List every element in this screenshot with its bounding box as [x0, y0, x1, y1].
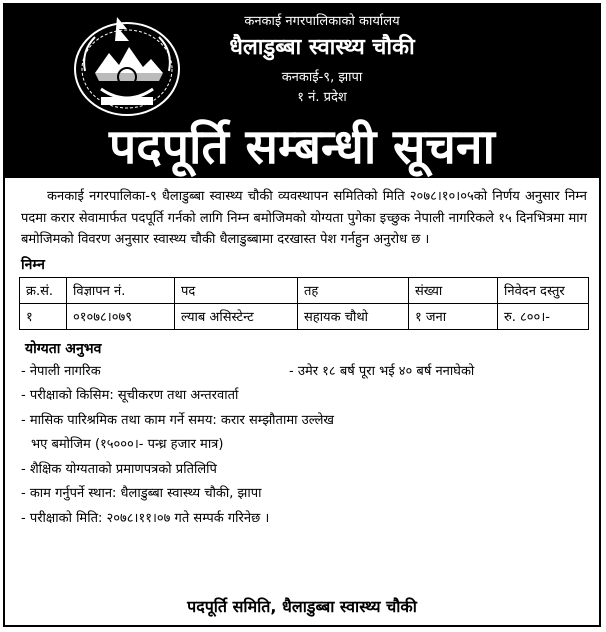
- notice-header: [5, 5, 599, 178]
- list-item: [21, 360, 587, 385]
- qualifications-heading: योग्यता अनुभव: [25, 340, 102, 357]
- office-name: कनकाई नगरपालिकाको कार्यालय: [244, 14, 400, 29]
- table-cell: सहायक चौथो: [298, 303, 409, 329]
- address: कनकाई-९, झापा: [281, 70, 363, 85]
- list-item: - परीक्षाको मिति: २०७८।११।०७ गते सम्पर्क गरिनेछ ।: [21, 511, 270, 527]
- column-header: तह: [298, 277, 409, 303]
- province: १ नं. प्रदेश: [297, 90, 347, 105]
- table-cell: ०१०७८।०७९: [67, 303, 175, 329]
- table-cell: १ जना: [409, 303, 498, 329]
- list-item: - काम गर्नुपर्ने स्थान: धैलाडुब्बा स्वास्थ्य चौकी, झापा: [21, 486, 262, 502]
- footer-signature: पदपूर्ति समिति, धैलाडुब्बा स्वास्थ्य चौकी: [187, 597, 417, 616]
- table-row: [20, 303, 589, 329]
- table-cell: ल्याब असिस्टेन्ट: [175, 303, 298, 329]
- table-heading: निम्न: [21, 256, 45, 273]
- column-header: संख्या: [409, 277, 498, 303]
- table-cell: रु. ८००।-: [498, 303, 589, 329]
- qualification-age: - उमेर १८ बर्ष पूरा भई ४० बर्ष ननाघेको: [289, 363, 475, 379]
- list-item: - मासिक पारिश्रमिक तथा काम गर्ने समय: करार सम्झौतामा उल्लेख: [21, 412, 335, 428]
- table-cell: १: [20, 303, 67, 329]
- column-header: निवेदन दस्तुर: [498, 277, 589, 303]
- qualification-citizenship: - नेपाली नागरिक: [21, 363, 101, 379]
- intro-paragraph: कनकाई नगरपालिका-९ धैलाडुब्बा स्वास्थ्य चौकी व्यवस्थापन समितिको मिति २०७८।१०।०५को निर्णय अनुसार निम्न पदमा करार सेवामार्फत पदपूर्ति गर्नको लागि निम्न बमोजिमको योग्यता पुगेका इच्छुक नेपाली नागरिकले १५ दिनभित्रमा माग बमोजिमको विवरण अनुसार स्वास्थ्य चौकी धैलाडुब्बामा दरखास्त पेश गर्नहुन अनुरोध छ ।: [21, 189, 587, 247]
- list-item: - परीक्षाको किसिम: सूचीकरण तथा अन्तरवार्ता: [21, 388, 239, 404]
- column-header: क्र.सं.: [20, 277, 67, 303]
- vacancy-table: [19, 277, 589, 330]
- table-header-row: [20, 277, 589, 303]
- list-item: - शैक्षिक योग्यताको प्रमाणपत्रको प्रतिलिपि: [21, 461, 217, 477]
- facility-name: धैलाडुब्बा स्वास्थ्य चौकी: [229, 35, 415, 60]
- column-header: विज्ञापन नं.: [67, 277, 175, 303]
- notice-title: पदपूर्ति सम्बन्धी सूचना: [109, 119, 495, 175]
- qualifications-list: [21, 360, 587, 532]
- list-item: भए बमोजिम (१५०००।- पन्ध्र हजार मात्र): [31, 437, 224, 453]
- notice-document: [3, 3, 601, 627]
- notice-body: [21, 186, 587, 532]
- column-header: पद: [175, 277, 298, 303]
